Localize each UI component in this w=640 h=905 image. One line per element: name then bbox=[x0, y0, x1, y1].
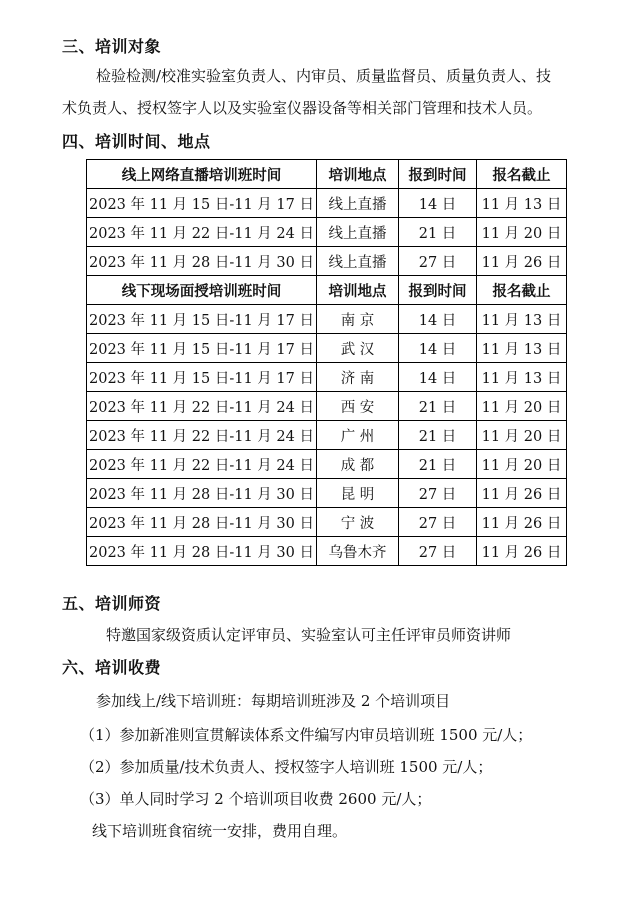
offline-row-time: 2023 年 11 月 28 日-11 月 30 日 bbox=[87, 508, 317, 537]
online-header-deadline: 报名截止 bbox=[477, 160, 567, 189]
offline-row-location: 南 京 bbox=[317, 305, 399, 334]
section-4-heading: 四、培训时间、地点 bbox=[62, 132, 211, 151]
section-6-line-1: 参加线上/线下培训班：每期培训班涉及 2 个培训项目 bbox=[96, 692, 451, 710]
offline-row-checkin: 27 日 bbox=[399, 537, 477, 566]
online-row-deadline: 11 月 26 日 bbox=[477, 247, 567, 276]
offline-row-checkin: 14 日 bbox=[399, 305, 477, 334]
offline-header-deadline: 报名截止 bbox=[477, 276, 567, 305]
offline-row-checkin: 27 日 bbox=[399, 508, 477, 537]
online-header-checkin: 报到时间 bbox=[399, 160, 477, 189]
online-row-time: 2023 年 11 月 22 日-11 月 24 日 bbox=[87, 218, 317, 247]
offline-row-location: 济 南 bbox=[317, 363, 399, 392]
offline-row-checkin: 21 日 bbox=[399, 392, 477, 421]
offline-row bbox=[87, 450, 567, 479]
section-3-heading: 三、培训对象 bbox=[62, 37, 162, 56]
offline-row bbox=[87, 479, 567, 508]
offline-row-deadline: 11 月 26 日 bbox=[477, 537, 567, 566]
offline-row-checkin: 21 日 bbox=[399, 450, 477, 479]
fee-item-2: （2）参加质量/技术负责人、授权签字人培训班 1500 元/人； bbox=[80, 758, 493, 776]
offline-row-deadline: 11 月 13 日 bbox=[477, 305, 567, 334]
offline-header-checkin: 报到时间 bbox=[399, 276, 477, 305]
offline-row-time: 2023 年 11 月 28 日-11 月 30 日 bbox=[87, 537, 317, 566]
offline-row-location: 广 州 bbox=[317, 421, 399, 450]
online-header-location: 培训地点 bbox=[317, 160, 399, 189]
offline-row-deadline: 11 月 13 日 bbox=[477, 334, 567, 363]
schedule-table bbox=[86, 159, 567, 566]
offline-row-location: 成 都 bbox=[317, 450, 399, 479]
offline-header-row bbox=[87, 276, 567, 305]
offline-row-checkin: 14 日 bbox=[399, 363, 477, 392]
offline-row bbox=[87, 508, 567, 537]
offline-row-time: 2023 年 11 月 15 日-11 月 17 日 bbox=[87, 363, 317, 392]
offline-row-location: 宁 波 bbox=[317, 508, 399, 537]
offline-header-time: 线下现场面授培训班时间 bbox=[87, 276, 317, 305]
offline-row bbox=[87, 421, 567, 450]
offline-row-location: 武 汉 bbox=[317, 334, 399, 363]
online-row bbox=[87, 189, 567, 218]
fee-item-3: （3）单人同时学习 2 个培训项目收费 2600 元/人； bbox=[80, 790, 432, 808]
offline-row-checkin: 27 日 bbox=[399, 479, 477, 508]
online-row-location: 线上直播 bbox=[317, 189, 399, 218]
offline-row-time: 2023 年 11 月 22 日-11 月 24 日 bbox=[87, 421, 317, 450]
offline-row-deadline: 11 月 20 日 bbox=[477, 392, 567, 421]
offline-row-deadline: 11 月 20 日 bbox=[477, 450, 567, 479]
offline-row bbox=[87, 392, 567, 421]
offline-row-time: 2023 年 11 月 15 日-11 月 17 日 bbox=[87, 334, 317, 363]
online-row-location: 线上直播 bbox=[317, 218, 399, 247]
offline-row bbox=[87, 363, 567, 392]
online-header-time: 线上网络直播培训班时间 bbox=[87, 160, 317, 189]
offline-header-location: 培训地点 bbox=[317, 276, 399, 305]
offline-row-deadline: 11 月 26 日 bbox=[477, 508, 567, 537]
offline-row-location: 昆 明 bbox=[317, 479, 399, 508]
online-row-deadline: 11 月 20 日 bbox=[477, 218, 567, 247]
online-row-checkin: 21 日 bbox=[399, 218, 477, 247]
online-row-deadline: 11 月 13 日 bbox=[477, 189, 567, 218]
offline-row-checkin: 14 日 bbox=[399, 334, 477, 363]
online-row bbox=[87, 247, 567, 276]
section-6-heading: 六、培训收费 bbox=[62, 658, 162, 677]
offline-row bbox=[87, 334, 567, 363]
offline-row-location: 西 安 bbox=[317, 392, 399, 421]
offline-row-checkin: 21 日 bbox=[399, 421, 477, 450]
offline-row-time: 2023 年 11 月 28 日-11 月 30 日 bbox=[87, 479, 317, 508]
fee-item-1: （1）参加新准则宣贯解读体系文件编写内审员培训班 1500 元/人； bbox=[80, 726, 533, 744]
online-row-time: 2023 年 11 月 15 日-11 月 17 日 bbox=[87, 189, 317, 218]
section-5-line-1: 特邀国家级资质认定评审员、实验室认可主任评审员师资讲师 bbox=[106, 626, 512, 644]
offline-row-location: 乌鲁木齐 bbox=[317, 537, 399, 566]
section-3-line-2: 术负责人、授权签字人以及实验室仪器设备等相关部门管理和技术人员。 bbox=[62, 99, 543, 117]
online-row bbox=[87, 218, 567, 247]
offline-row-time: 2023 年 11 月 22 日-11 月 24 日 bbox=[87, 392, 317, 421]
offline-row-deadline: 11 月 13 日 bbox=[477, 363, 567, 392]
offline-row-deadline: 11 月 26 日 bbox=[477, 479, 567, 508]
offline-row-time: 2023 年 11 月 15 日-11 月 17 日 bbox=[87, 305, 317, 334]
section-5-heading: 五、培训师资 bbox=[62, 594, 162, 613]
online-header-row bbox=[87, 160, 567, 189]
section-3-line-1: 检验检测/校准实验室负责人、内审员、质量监督员、质量负责人、技 bbox=[96, 67, 552, 85]
offline-row bbox=[87, 305, 567, 334]
online-row-checkin: 27 日 bbox=[399, 247, 477, 276]
offline-row bbox=[87, 537, 567, 566]
offline-row-deadline: 11 月 20 日 bbox=[477, 421, 567, 450]
online-row-location: 线上直播 bbox=[317, 247, 399, 276]
section-6-line-2: 线下培训班食宿统一安排，费用自理。 bbox=[92, 822, 348, 840]
online-row-checkin: 14 日 bbox=[399, 189, 477, 218]
offline-row-time: 2023 年 11 月 22 日-11 月 24 日 bbox=[87, 450, 317, 479]
online-row-time: 2023 年 11 月 28 日-11 月 30 日 bbox=[87, 247, 317, 276]
